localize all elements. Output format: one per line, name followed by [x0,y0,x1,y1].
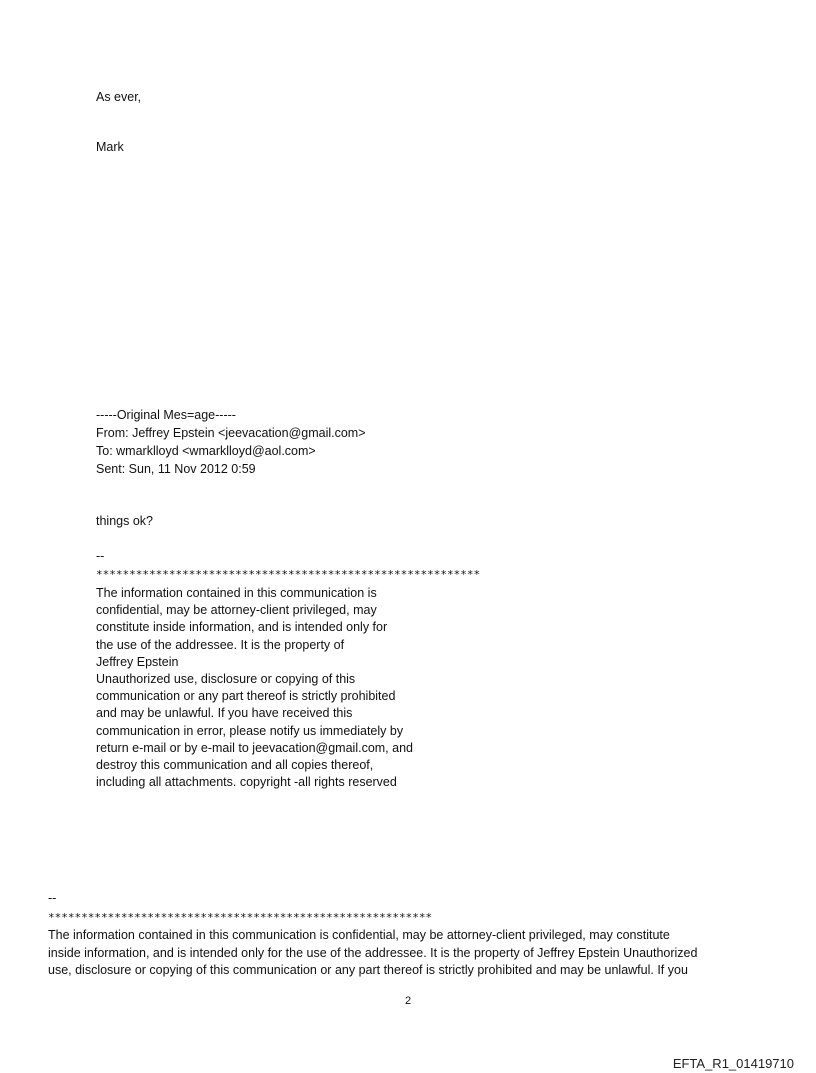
footer-disclaimer [48,927,768,980]
footer-disclaimer-line: inside information, and is intended only for the use of the addressee. It is the property of Jeffrey Epstein Unauthorized [48,945,698,960]
disclaimer-line: communication or any part thereof is strictly prohibited [96,689,396,704]
signature-dash: -- [96,549,105,563]
disclaimer-line: the use of the addressee. It is the property of [96,637,345,652]
disclaimer-line: return e-mail or by e-mail to jeevacation@gmail.com, and [96,740,413,755]
disclaimer-line: The information contained in this communication is [96,586,377,600]
message-body: things ok? [96,514,153,528]
footer-signature-stars: ********************************************************** [48,911,433,924]
document-id: EFTA_R1_01419710 [672,1056,794,1071]
page-number: 2 [404,995,412,1007]
signature-stars: ********************************************************** [96,568,481,581]
original-message-separator: -----Original Mes=age----- [96,408,236,422]
footer-disclaimer-line: The information contained in this communication is confidential, may be attorney-client privileged, may constitute [48,928,670,942]
disclaimer-line: and may be unlawful. If you have received this [96,706,353,721]
inner-disclaimer [96,585,413,791]
disclaimer-line: destroy this communication and all copies thereof, [96,758,374,773]
disclaimer-line: communication in error, please notify us immediately by [96,723,404,738]
closing-text: As ever, [96,90,142,104]
footer-signature-dash: -- [48,891,57,905]
to-header: To: wmarklloyd <wmarklloyd@aol.com> [96,444,316,458]
disclaimer-line: constitute inside information, and is intended only for [96,620,388,635]
disclaimer-line: Unauthorized use, disclosure or copying of this [96,672,356,687]
from-header: From: Jeffrey Epstein <jeevacation@gmail.com> [96,426,366,440]
disclaimer-line: including all attachments. copyright -all rights reserved [96,775,397,790]
disclaimer-line: confidential, may be attorney-client privileged, may [96,603,377,618]
sent-header: Sent: Sun, 11 Nov 2012 0:59 [96,462,256,476]
disclaimer-line: Jeffrey Epstein [96,654,179,669]
footer-disclaimer-line: use, disclosure or copying of this communication or any part thereof is strictly prohibited and may be unlawful. If you [48,963,688,977]
sender-name: Mark [96,140,124,154]
